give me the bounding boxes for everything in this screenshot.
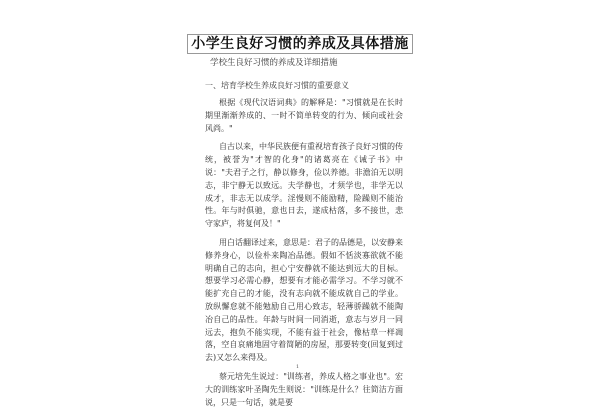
page-number: 1: [296, 364, 300, 370]
paragraph: 用白话翻译过来，意思是：君子的品德是，以安静来修养身心，以俭朴来陶冶品德。假如不恬淡寡欲就不能明确自己的志向，担心宁安静就不能达到远大的目标。想要学习必需心静，想要有才能必需学习。不学习就不能扩充自己的才能，没有志向就不能成就自己的学业。放纵懈怠就不能勉励自己用心致志，轻薄骄躁就不能陶冶自己的品性。年龄与时间一同消逝，意志与岁月一同远去，抱负不能实现，不能有益于社会，像枯草一样凋落，空自哀痛地固守着简陋的房屋，那要转变(回复到过去)又怎么来得及。: [205, 237, 403, 363]
title-text: 小学生良好习惯的养成及具体措施: [187, 34, 413, 54]
body-text: [205, 97, 403, 415]
document-title: [0, 34, 600, 54]
paragraph: 根据《现代汉语词典》的解释是："习惯就是在长时期里渐渐养成的、一时不简单转变的行为、倾向或社会风尚。": [205, 98, 403, 133]
paragraph: 自古以来，中华民族便有重视培育孩子良好习惯的传统，被誉为"才智的化身"的诸葛亮在《诫子书》中说："夫君子之行，静以修身，俭以养德。非澹泊无以明志，非宁静无以致远。夫学静也，才须学也，非学无以成才，非志无以成学。淫慢则不能励精，险躁则不能治性。年与时俱驰，意也日去，遂成枯落，多不接世，悲守家庐，将复何及！": [205, 142, 403, 229]
paragraph: 蔡元培先生说过："训练者，养成人格之事业也"。宏大的训练家叶圣陶先生则说："训练是什么？往简洁方面说，只是一句话，就是要: [205, 371, 403, 407]
document-subtitle: 学校生良好习惯的养成及详细措施: [210, 58, 338, 68]
section-heading: 一、培育学校生养成良好习惯的重要意义: [205, 81, 349, 90]
